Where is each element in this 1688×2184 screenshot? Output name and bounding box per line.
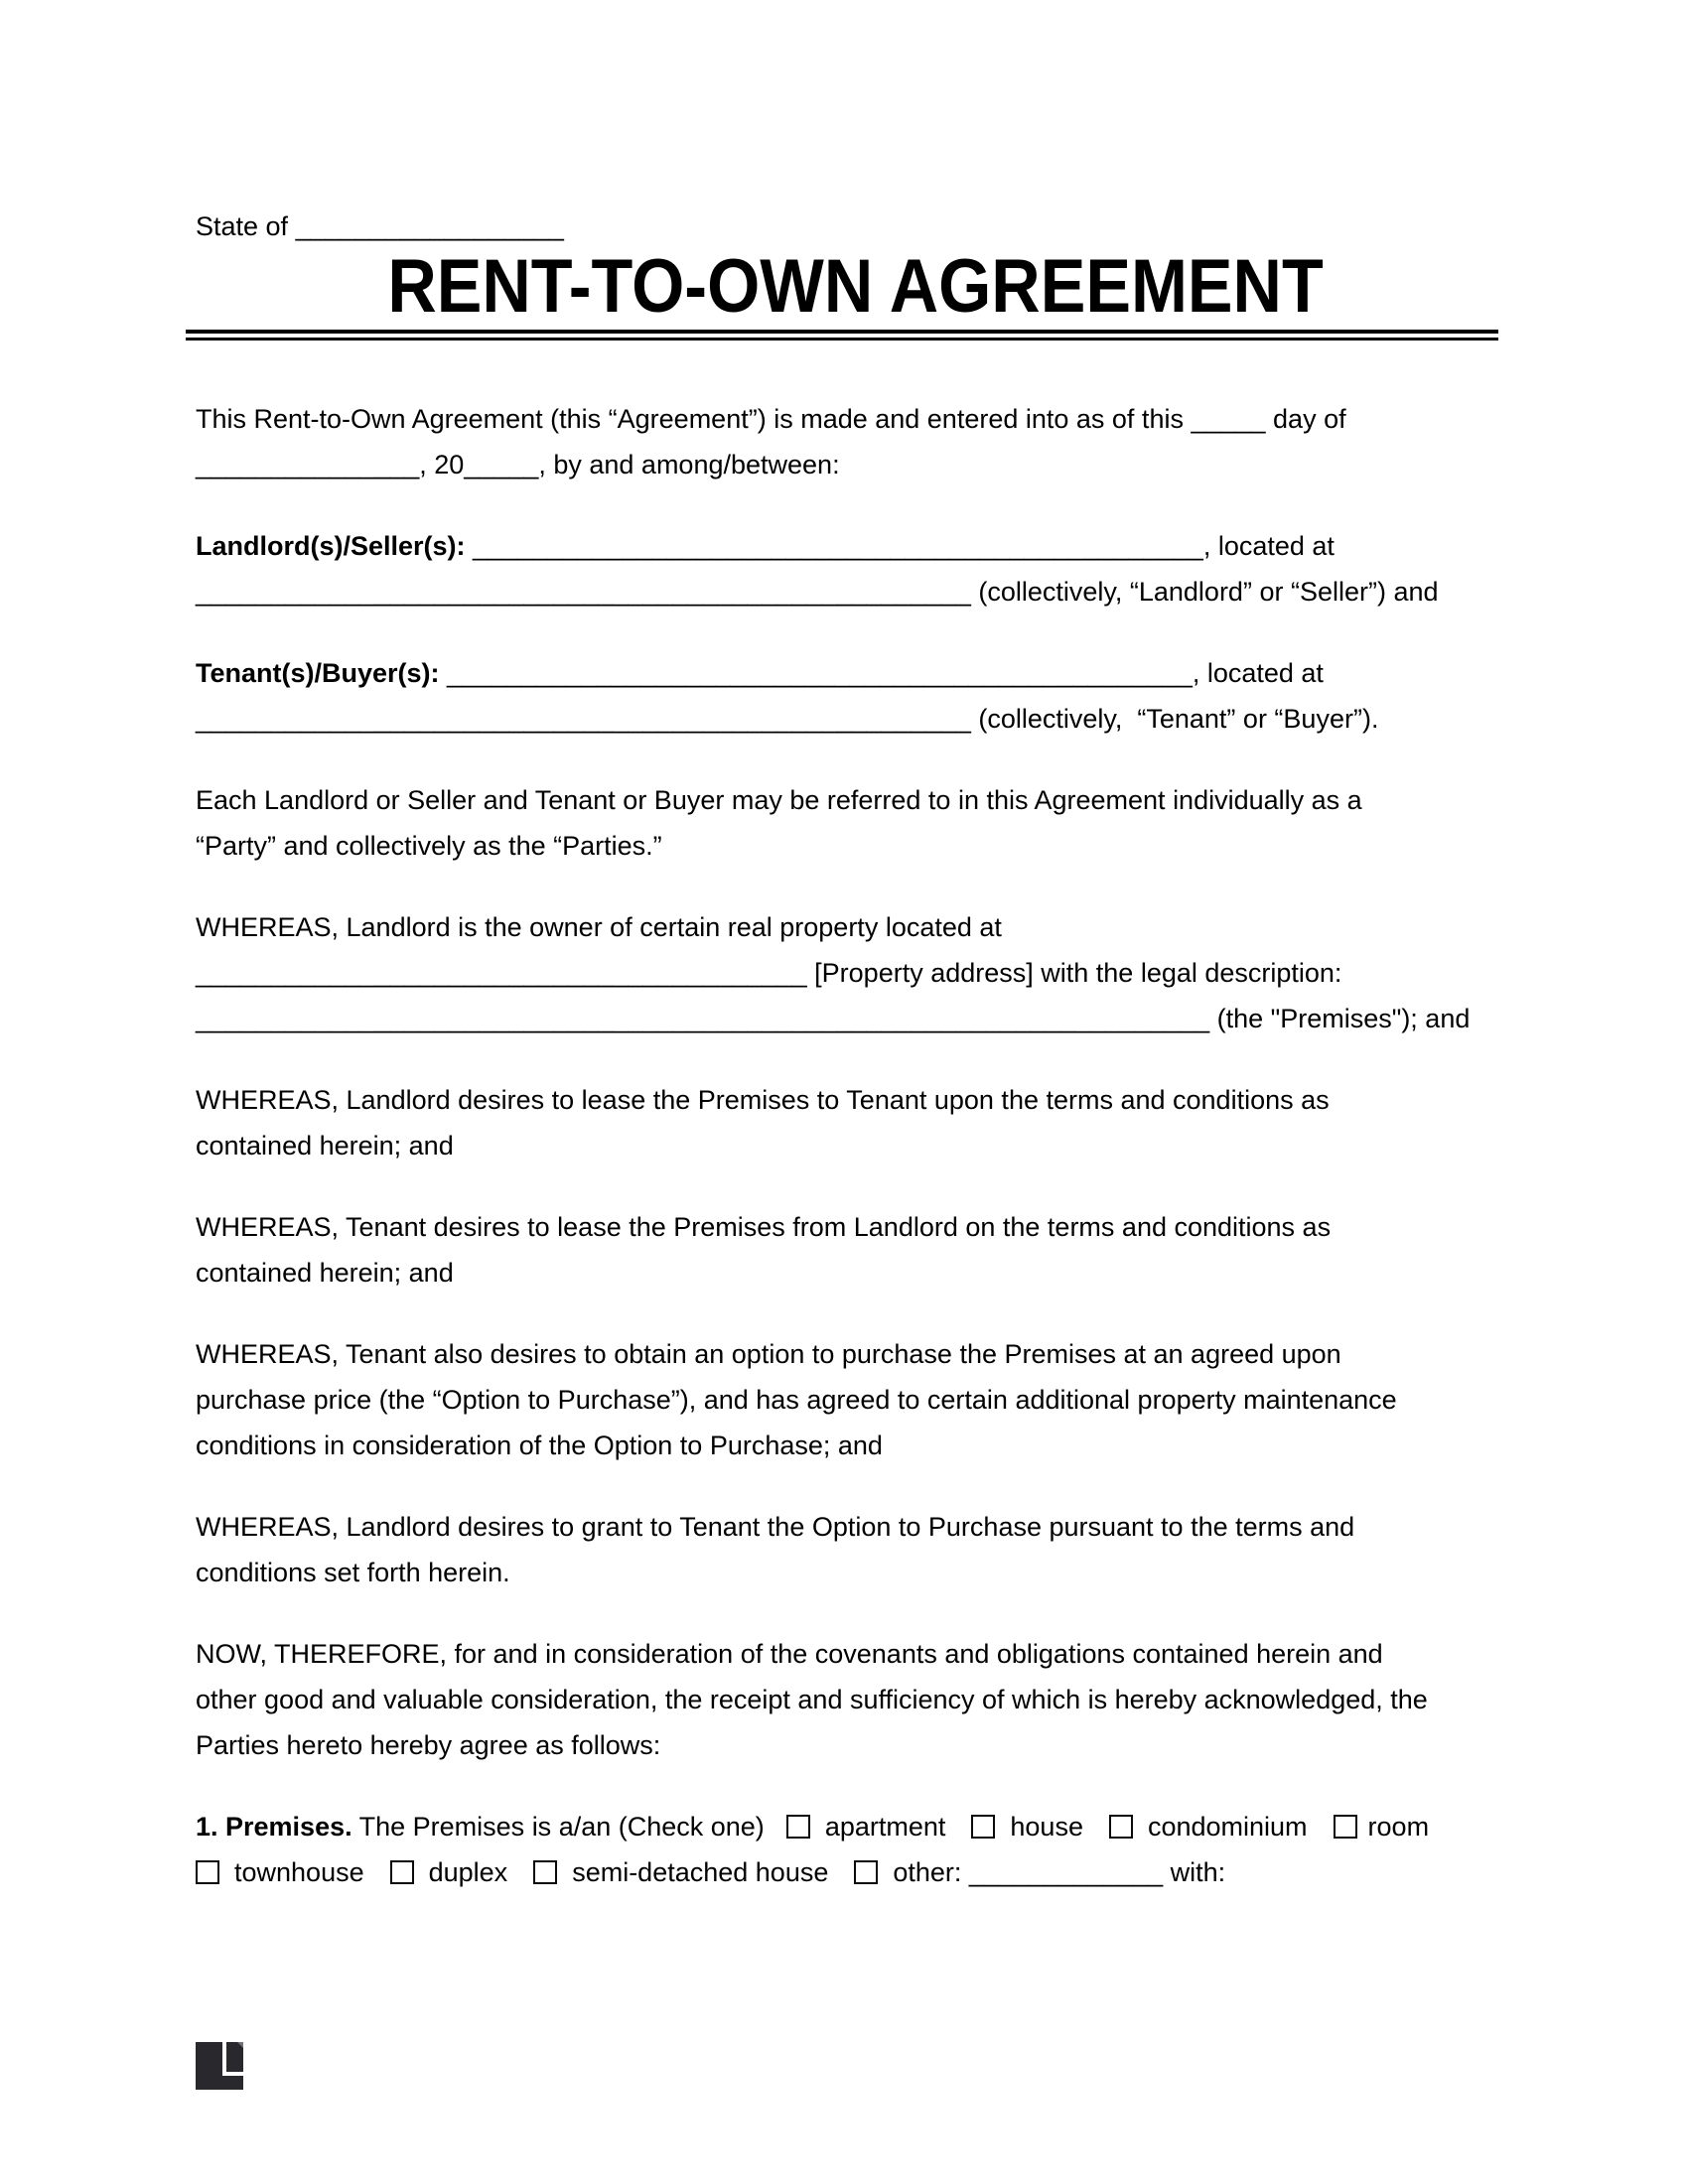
landlord-label: Landlord(s)/Seller(s): — [196, 531, 466, 561]
text-line — [196, 650, 1516, 696]
option-label-condominium: condominium — [1147, 1812, 1308, 1842]
text-line: WHEREAS, Landlord desires to lease the Premises to Tenant upon the terms and conditions as — [196, 1085, 1330, 1115]
whereas-tenant-lease-paragraph — [196, 1204, 1516, 1296]
logo-page-fold — [237, 2042, 243, 2048]
parties-paragraph — [196, 777, 1516, 869]
checkbox-semi-detached-house[interactable] — [533, 1860, 557, 1884]
text-line: contained herein; and — [196, 1258, 454, 1288]
document-body — [196, 204, 1516, 1895]
premises-options-row1 — [196, 1804, 1516, 1849]
text-line: contained herein; and — [196, 1131, 454, 1160]
whereas-owner-paragraph — [196, 904, 1516, 1041]
landlord-line1-rest: _________________________________________________, located at — [465, 531, 1335, 561]
tenant-label: Tenant(s)/Buyer(s): — [196, 658, 440, 688]
with-label: with: — [1163, 1857, 1226, 1887]
option-label-duplex: duplex — [428, 1857, 508, 1887]
checkbox-duplex[interactable] — [390, 1860, 414, 1884]
page-title — [196, 244, 1516, 329]
text-line: _________________________________________ [Property address] with the legal description: — [196, 958, 1342, 988]
tenant-paragraph — [196, 650, 1516, 742]
text-line: This Rent-to-Own Agreement (this “Agreement”) is made and entered into as of this _____ day of — [196, 404, 1346, 434]
page-title-text: RENT-TO-OWN AGREEMENT — [387, 244, 1325, 329]
text-line: Parties hereto hereby agree as follows: — [196, 1730, 661, 1760]
text-line: ____________________________________________________ (collectively, “Landlord” or “Seller”) and — [196, 577, 1439, 607]
landlord-paragraph — [196, 523, 1516, 614]
option-label-room: room — [1367, 1812, 1430, 1842]
logo-letter-l-horizontal — [222, 2072, 243, 2076]
clause-number: 1. Premises. — [196, 1812, 352, 1842]
premises-lead: The Premises is a/an (Check one) — [352, 1812, 765, 1842]
state-label: State of — [196, 211, 296, 241]
checkbox-apartment[interactable] — [786, 1815, 810, 1839]
text-line: _______________, 20_____, by and among/between: — [196, 450, 840, 479]
now-therefore-paragraph — [196, 1631, 1516, 1768]
text-line: ____________________________________________________ (collectively, “Tenant” or “Buyer”). — [196, 704, 1379, 734]
text-line: WHEREAS, Landlord desires to grant to Tenant the Option to Purchase pursuant to the terms and — [196, 1512, 1355, 1542]
text-line: NOW, THEREFORE, for and in consideration of the covenants and obligations contained herein and — [196, 1639, 1383, 1669]
checkbox-other[interactable] — [854, 1860, 878, 1884]
option-label-townhouse: townhouse — [234, 1857, 364, 1887]
text-line: purchase price (the “Option to Purchase”), and has agreed to certain additional property maintenance — [196, 1385, 1397, 1415]
text-line: other good and valuable consideration, the receipt and sufficiency of which is hereby acknowledged, the — [196, 1685, 1428, 1714]
logo-letter-l-vertical — [222, 2042, 226, 2076]
checkbox-condominium[interactable] — [1109, 1815, 1133, 1839]
text-line: WHEREAS, Tenant desires to lease the Premises from Landlord on the terms and conditions as — [196, 1212, 1332, 1242]
title-double-rule — [186, 330, 1498, 341]
checkbox-townhouse[interactable] — [196, 1860, 219, 1884]
text-line: WHEREAS, Tenant also desires to obtain an option to purchase the Premises at an agreed upon — [196, 1339, 1341, 1369]
state-of-line — [196, 204, 1516, 249]
option-label-semi-detached-house: semi-detached house — [572, 1857, 829, 1887]
text-line: WHEREAS, Landlord is the owner of certain real property located at — [196, 912, 1002, 942]
whereas-option-paragraph — [196, 1331, 1516, 1468]
option-label-apartment: apartment — [824, 1812, 946, 1842]
whereas-landlord-lease-paragraph — [196, 1077, 1516, 1168]
text-line: “Party” and collectively as the “Parties.” — [196, 831, 662, 861]
whereas-grant-paragraph — [196, 1504, 1516, 1595]
text-line: conditions set forth herein. — [196, 1558, 510, 1587]
checkbox-room[interactable] — [1334, 1815, 1357, 1839]
premises-clause — [196, 1804, 1516, 1895]
state-blank[interactable]: __________________ — [295, 211, 564, 241]
other-label: other: — [893, 1857, 969, 1887]
text-line: conditions in consideration of the Option to Purchase; and — [196, 1431, 883, 1460]
checkbox-house[interactable] — [971, 1815, 995, 1839]
other-blank[interactable]: _____________ — [968, 1857, 1164, 1887]
text-line: ____________________________________________________________________ (the "Premises"); and — [196, 1004, 1471, 1033]
option-label-house: house — [1010, 1812, 1083, 1842]
text-line: Each Landlord or Seller and Tenant or Buyer may be referred to in this Agreement individually as a — [196, 785, 1362, 815]
tenant-line1-rest: __________________________________________________, located at — [439, 658, 1324, 688]
intro-paragraph — [196, 396, 1516, 487]
premises-options-row2 — [196, 1849, 1516, 1895]
text-line — [196, 523, 1516, 569]
legal-templates-logo — [196, 2042, 243, 2090]
